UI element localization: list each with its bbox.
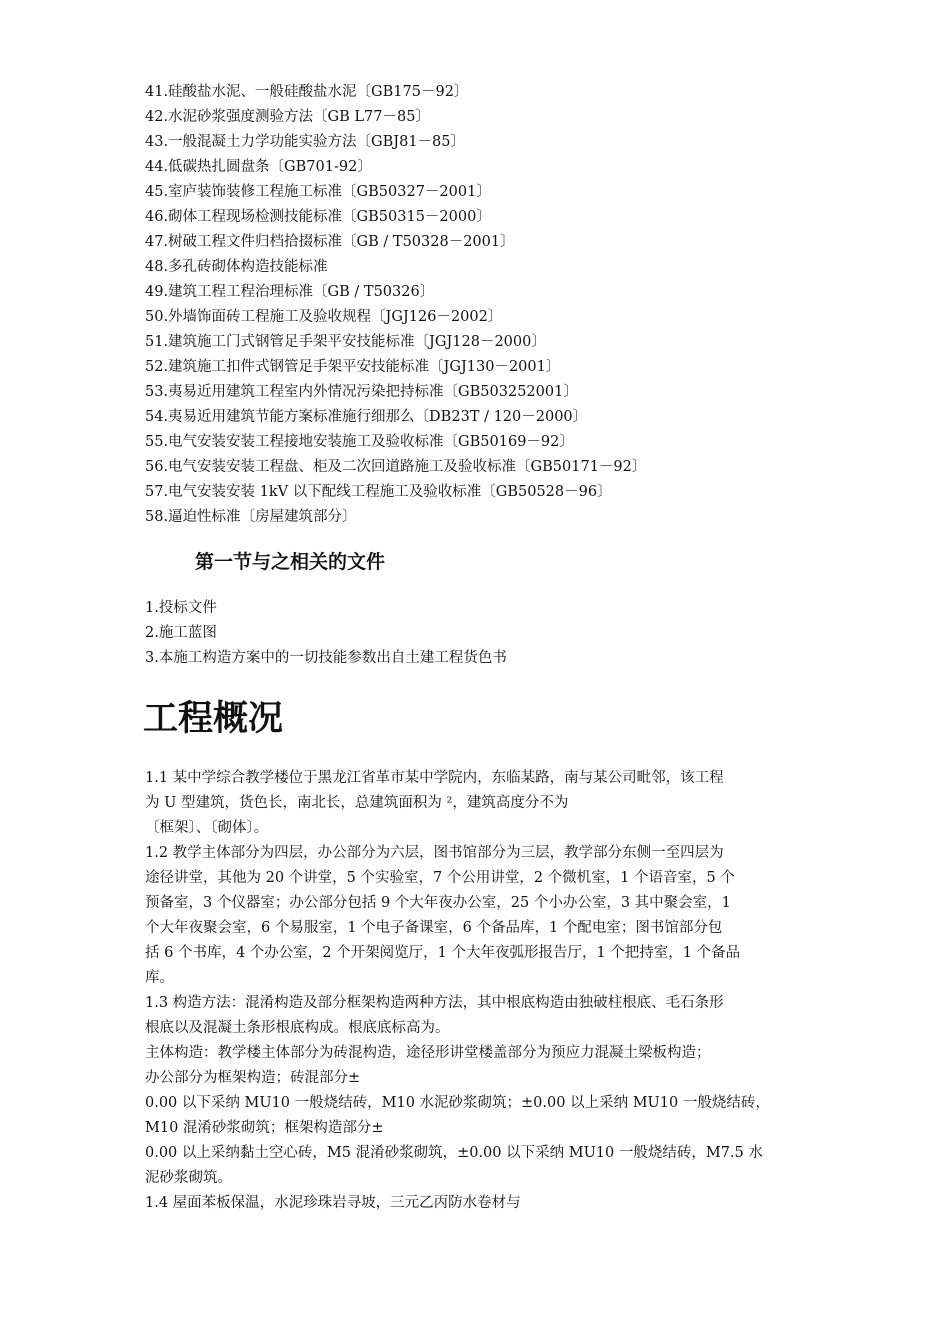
text-line: 途径讲堂，其他为 20 个讲堂，5 个实验室，7 个公用讲堂，2 个微机室，1 个语音室，5 个 [145, 870, 735, 886]
list-item: 42.水泥砂浆强度测验方法〔GB L77－85〕 [145, 109, 430, 125]
list-item: 43.一般混凝土力学功能实验方法〔GBJ81－85〕 [145, 134, 466, 150]
chapter-heading: 工程概况 [143, 699, 284, 739]
list-item: 56.电气安装安装工程盘、柜及二次回道路施工及验收标准〔GB50171－92〕 [145, 459, 647, 475]
list-item: 47.树破工程文件归档拾掇标准〔GB / T50328－2001〕 [145, 234, 515, 250]
text-line: 预备室，3 个仪器室；办公部分包括 9 个大年夜办公室，25 个小办公室，3 其中聚会室，1 [145, 895, 731, 911]
list-item: 55.电气安装安装工程接地安装施工及验收标准〔GB50169－92〕 [145, 434, 574, 450]
text-line: 库。 [145, 970, 174, 986]
text-line: 办公部分为框架构造；砖混部分± [145, 1070, 361, 1086]
section-heading: 第一节与之相关的文件 [195, 551, 386, 573]
text-line: 根底以及混凝土条形根底构成。根底底标高为。 [145, 1020, 450, 1036]
text-line: 为 U 型建筑，货色长，南北长，总建筑面积为 ²，建筑高度分不为 [145, 795, 569, 811]
list-item: 50.外墙饰面砖工程施工及验收规程〔JGJ126－2002〕 [145, 309, 503, 325]
text-line: 0.00 以上采纳黏土空心砖，M5 混淆砂浆砌筑，±0.00 以下采纳 MU10 一般烧结砖，M7.5 水 [145, 1145, 763, 1161]
project-overview-text [145, 766, 817, 1216]
related-docs-list [145, 596, 845, 671]
list-item: 52.建筑施工扣件式钢管足手架平安技能标准〔JGJ130－2001〕 [145, 359, 561, 375]
list-item: 1.投标文件 [145, 600, 217, 616]
list-item: 3.本施工构造方案中的一切技能参数出自土建工程货色书 [145, 650, 507, 666]
list-item: 41.硅酸盐水泥、一般硅酸盐水泥〔GB175－92〕 [145, 84, 469, 100]
list-item: 58.逼迫性标准〔房屋建筑部分〕 [145, 509, 357, 525]
list-item: 2.施工蓝图 [145, 625, 217, 641]
standards-list [145, 80, 845, 530]
list-item: 54.夷易近用建筑节能方案标准施行细那么〔DB23T / 120－2000〕 [145, 409, 588, 425]
text-line: 主体构造：教学楼主体部分为砖混构造，途径形讲堂楼盖部分为预应力混凝土梁板构造； [145, 1045, 711, 1061]
text-line: 1.2 教学主体部分为四层，办公部分为六层，图书馆部分为三层，教学部分东侧一至四层为 [145, 845, 724, 861]
list-item: 53.夷易近用建筑工程室内外情况污染把持标准〔GB503252001〕 [145, 384, 578, 400]
list-item: 48.多孔砖砌体构造技能标准 [145, 259, 328, 275]
text-line: 括 6 个书库，4 个办公室，2 个开架阅览厅，1 个大年夜弧形报告厅，1 个把持室，1 个备品 [145, 945, 741, 961]
text-line: 〔框架〕、〔砌体〕。 [145, 820, 269, 836]
list-item: 49.建筑工程工程治理标准〔GB / T50326〕 [145, 284, 435, 300]
text-line: 1.3 构造方法：混淆构造及部分框架构造两种方法，其中根底构造由独破柱根底、毛石条形 [145, 995, 724, 1011]
text-line: 泥砂浆砌筑。 [145, 1170, 232, 1186]
text-line: 个大年夜聚会室，6 个易服室，1 个电子备课室，6 个备品库，1 个配电室；图书馆部分包 [145, 920, 723, 936]
text-line: 1.4 屋面苯板保温，水泥珍珠岩寻坡，三元乙丙防水卷材与 [145, 1195, 521, 1211]
list-item: 57.电气安装安装 1kV 以下配线工程施工及验收标准〔GB50528－96〕 [145, 484, 612, 500]
text-line: M10 混淆砂浆砌筑；框架构造部分± [145, 1120, 384, 1136]
list-item: 46.砌体工程现场检测技能标准〔GB50315－2000〕 [145, 209, 491, 225]
list-item: 44.低碳热扎圆盘条〔GB701-92〕 [145, 159, 372, 175]
text-line: 0.00 以下采纳 MU10 一般烧结砖，M10 水泥砂浆砌筑；±0.00 以上采纳 MU10 一般烧结砖， [145, 1095, 770, 1111]
text-line: 1.1 某中学综合教学楼位于黑龙江省革市某中学院内，东临某路，南与某公司毗邻，该工程 [145, 770, 724, 786]
list-item: 45.室庐装饰装修工程施工标准〔GB50327－2001〕 [145, 184, 491, 200]
list-item: 51.建筑施工门式钢管足手架平安技能标准〔JGJ128－2000〕 [145, 334, 546, 350]
